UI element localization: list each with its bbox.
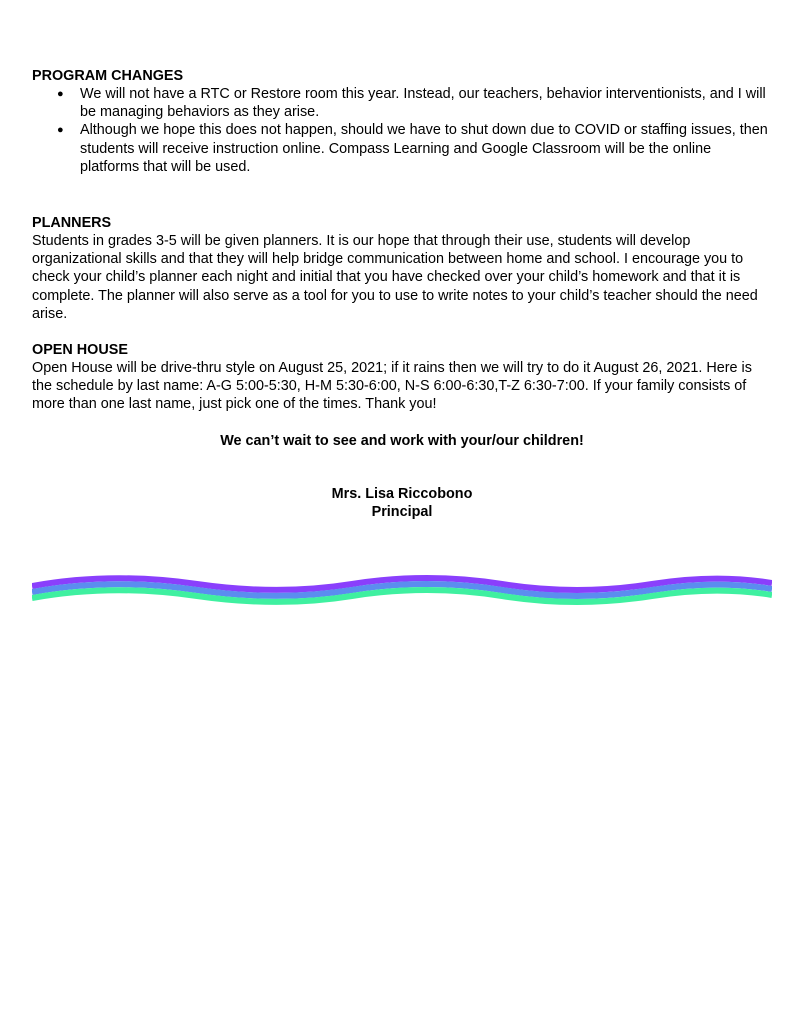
decorative-wave xyxy=(32,574,772,612)
list-item-text: We will not have a RTC or Restore room this year. Instead, our teachers, behavior interventionists, and I will be managing behaviors as they arise. xyxy=(80,86,766,121)
program-changes-list xyxy=(32,85,772,176)
program-changes-heading: PROGRAM CHANGES xyxy=(32,68,184,84)
closing-message: We can’t wait to see and work with your/our children! xyxy=(220,432,584,449)
program-changes-section xyxy=(32,67,772,176)
list-item xyxy=(32,85,772,121)
open-house-body: Open House will be drive-thru style on August 25, 2021; if it rains then we will try to do it August 26, 2021. Here is the schedule by last name: A-G 5:00-5:30, H-M 5:30-6:00, N-S 6:00-6:30,T-Z 6:30-7:00. If your family consists of more than one last name, just pick one of the times. Thank you! xyxy=(32,360,752,413)
planners-section xyxy=(32,214,772,323)
document-page xyxy=(32,67,772,522)
list-item-text: Although we hope this does not happen, should we have to shut down due to COVID or staffing issues, then students will receive instruction online. Compass Learning and Google Classroom will be the online platforms that will be used. xyxy=(80,122,768,175)
bullet-icon: ● xyxy=(57,124,64,137)
signature-name: Mrs. Lisa Riccobono xyxy=(331,485,473,502)
planners-body: Students in grades 3-5 will be given planners. It is our hope that through their use, students will develop organizational skills and that they will help bridge communication between home and school. I encourage you to check your child’s planner each night and initial that you have checked over your child’s homework and that it is complete. The planner will also serve as a tool for you to use to write notes to your child’s teacher should the need arise. xyxy=(32,233,758,322)
list-item xyxy=(32,121,772,176)
signature-title: Principal xyxy=(371,504,433,521)
open-house-heading: OPEN HOUSE xyxy=(32,342,128,359)
open-house-section xyxy=(32,341,772,414)
wave-stripe-green xyxy=(32,590,772,602)
signature-block xyxy=(32,485,772,522)
planners-heading: PLANNERS xyxy=(32,215,112,232)
bullet-icon: ● xyxy=(57,88,64,100)
